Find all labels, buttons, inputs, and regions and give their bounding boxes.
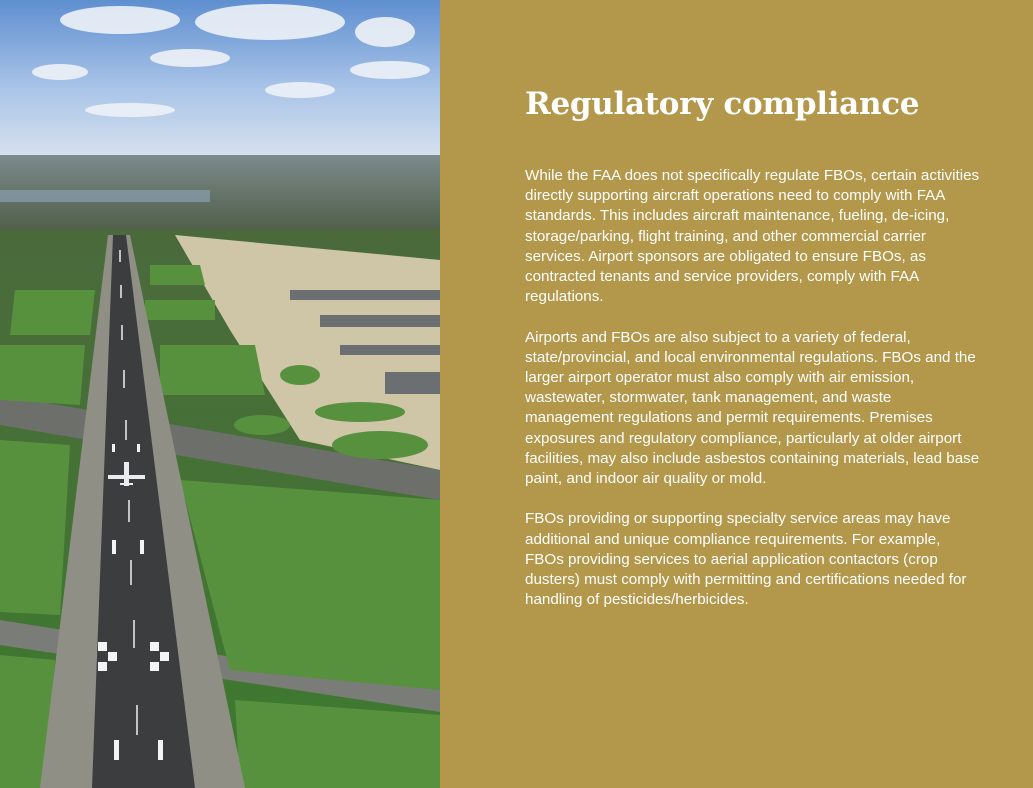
paragraph: FBOs providing or supporting specialty service areas may have additional and unique compliance requirements. For example, FBOs providing services to aerial application contactors (crop dusters) must comply with permitting and certifications needed for handling of pesticides/herbicides. [525,510,967,609]
paragraph: Airports and FBOs are also subject to a variety of federal, state/provincial, and local environmental regulations. FBOs and the larger airport operator must also comply with air emission, wastewater, stormwater, tank management, and waste management regulations and permit requirements. Premises exposures and regulatory compliance, particularly at older airport facilities, may also include asbestos containing materials, lead base paint, and indoor air quality or mold. [525,328,980,488]
section-body [525,166,980,631]
paragraph: While the FAA does not specifically regulate FBOs, certain activities directly supporting aircraft operations need to comply with FAA standards. This includes aircraft maintenance, fueling, de-icing, storage/parking, flight training, and other commercial carrier services. Airport sponsors are obligated to ensure FBOs, as contracted tenants and service providers, comply with FAA regulations. [525,167,980,306]
airport-aerial-photo [0,0,440,788]
content-panel [440,0,1033,788]
photo-illustration [0,0,440,788]
section-title: Regulatory compliance [525,86,920,122]
reservoir [0,190,210,202]
